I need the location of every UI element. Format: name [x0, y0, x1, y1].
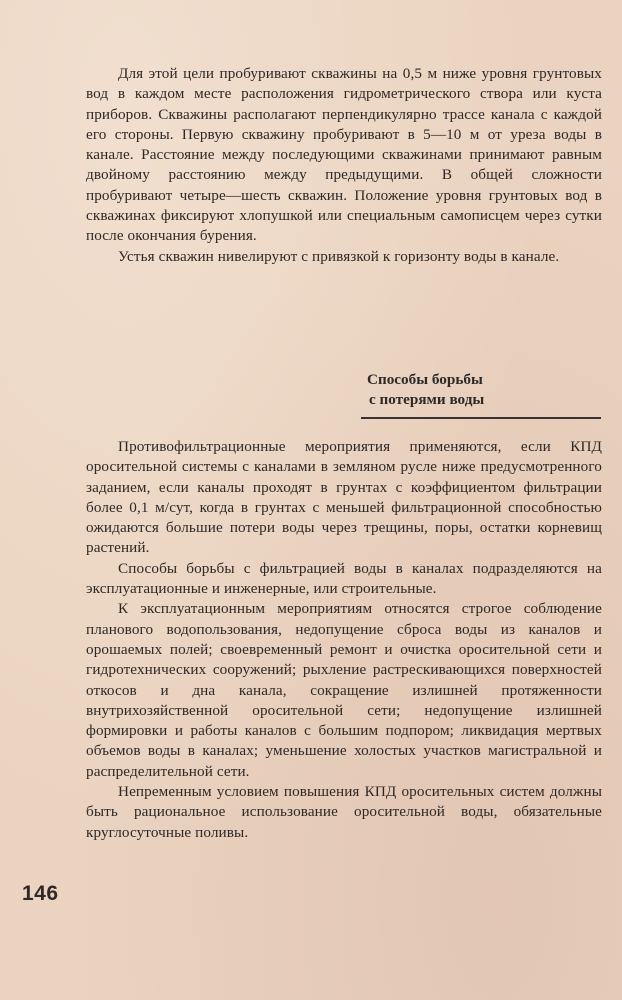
paragraph: Способы борьбы с фильтрацией воды в каналах подразделяются на эксплуатационные и инженерные, или строительные.	[86, 559, 602, 598]
paragraph: Устья скважин нивелируют с привязкой к горизонту воды в канале.	[118, 247, 560, 265]
paragraph: Непременным условием повышения КПД оросительных систем должны быть рациональное использование оросительной воды, обязательные круглосуточные поливы.	[86, 783, 602, 841]
heading-divider	[361, 417, 601, 419]
paragraph: К эксплуатационным мероприятиям относятся строгое соблюдение планового водопользования, недопущение сброса воды из каналов и орошаемых полей; своевременный ремонт и очистка оросительной сети и гидротехнических сооружений; рыхление растрескивающихся поверхностей откосов и дна канала, сокращение излишней протяженности внутрихозяйственной оросительной сети; недопущение излишней формировки и работы каналов с большим подпором; ликвидация мертвых объемов воды в каналах; уменьшение холостых участков магистральной и распределительной сети.	[86, 600, 602, 780]
section-heading-line-2: с потерями воды	[369, 391, 485, 408]
page-number: 146	[22, 882, 59, 905]
paragraph: Для этой цели пробуривают скважины на 0,5 м ниже уровня грунтовых вод в каждом месте расположения гидрометрического створа или куста приборов. Скважины располагают перпендикулярно трассе канала с каждой его стороны. Первую скважину пробуривают в 5—10 м от уреза воды в канале. Расстояние между последующими скважинами принимают равным двойному расстоянию между предыдущими. В общей сложности пробуривают четыре—шесть скважин. Положение уровня грунтовых вод в скважинах фиксируют хлопушкой или специальным самописцем через сутки после окончания бурения.	[86, 65, 602, 245]
bottom-text-block	[86, 437, 602, 843]
section-heading	[367, 370, 484, 410]
paragraph: Противофильтрационные мероприятия применяются, если КПД оросительной системы с каналами в земляном русле ниже предусмотренного заданием, если каналы проходят в грунтах с коэффициентом фильтрации более 0,1 м/сут, когда в грунтах с меньшей фильтрационной способностью ожидаются большие потери воды через трещины, поры, остатки корневищ растений.	[86, 438, 602, 557]
top-text-block	[86, 64, 602, 267]
section-heading-line-1: Способы борьбы	[367, 371, 483, 388]
